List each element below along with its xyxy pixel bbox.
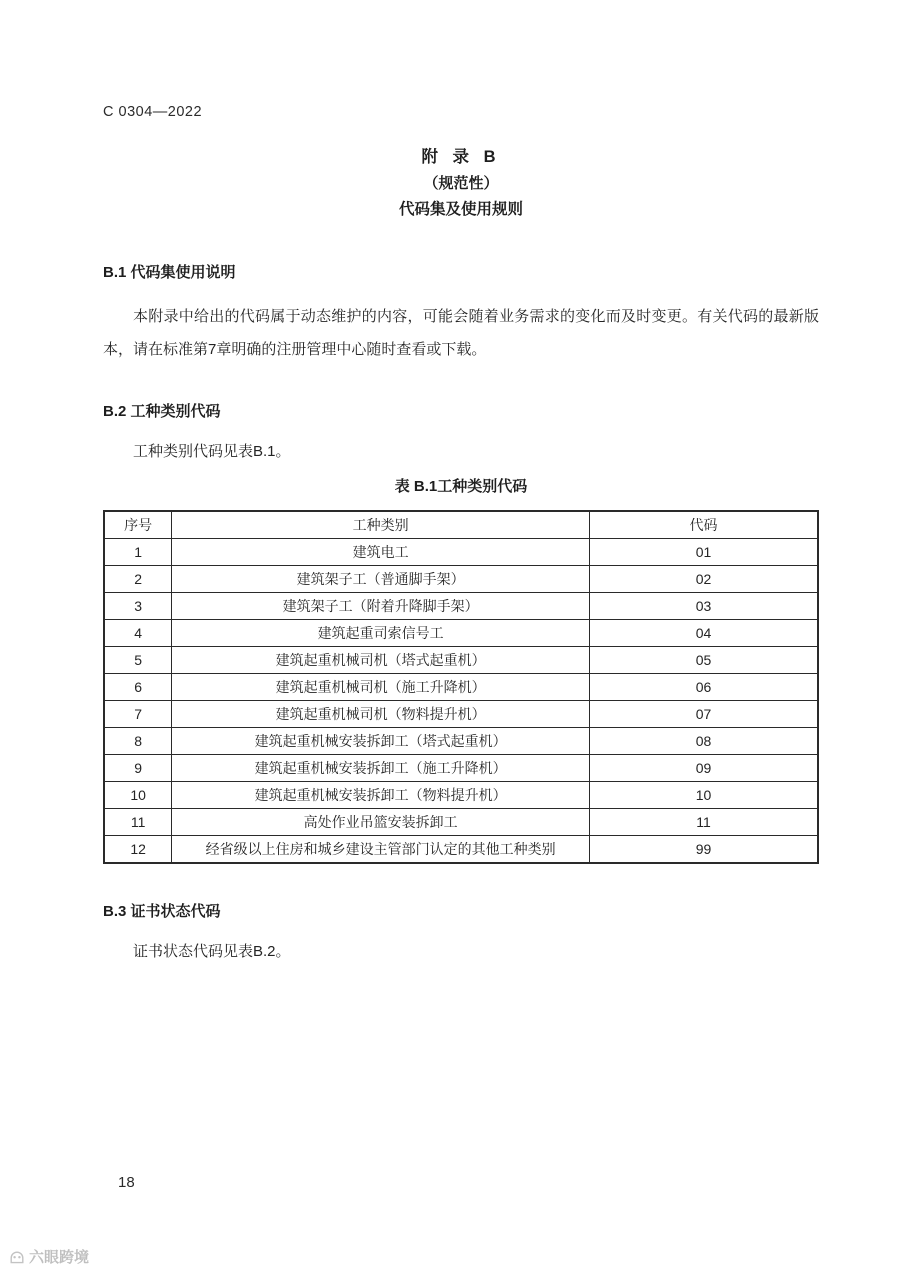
worktype-code-table [103, 510, 819, 864]
table-cell: 11 [590, 809, 818, 836]
table-cell: 3 [104, 593, 172, 620]
table-cell: 10 [104, 782, 172, 809]
appendix-title-line2: （规范性） [423, 175, 499, 192]
table-cell: 9 [104, 755, 172, 782]
table-cell: 建筑起重机械司机（物料提升机） [172, 701, 590, 728]
table-row [104, 728, 818, 755]
section-b2-heading: B.2 工种类别代码 [103, 403, 221, 420]
section-b1-paragraph: 本附录中给出的代码属于动态维护的内容，可能会随着业务需求的变化而及时变更。有关代码的最新版本，请在标准第7章明确的注册管理中心随时查看或下载。 [103, 308, 819, 358]
table-header-cell: 代码 [590, 511, 818, 539]
table-cell: 建筑架子工（附着升降脚手架） [172, 593, 590, 620]
table-row [104, 809, 818, 836]
table-row [104, 701, 818, 728]
table-cell: 建筑电工 [172, 539, 590, 566]
table-cell: 01 [590, 539, 818, 566]
table-row [104, 647, 818, 674]
table-cell: 4 [104, 620, 172, 647]
section-b3-heading: B.3 证书状态代码 [103, 903, 221, 920]
table-row [104, 539, 818, 566]
table-cell: 建筑起重司索信号工 [172, 620, 590, 647]
section-b1-heading: B.1 代码集使用说明 [103, 264, 236, 281]
table-cell: 建筑起重机械司机（塔式起重机） [172, 647, 590, 674]
table-cell: 07 [590, 701, 818, 728]
watermark-logo-icon [8, 1248, 26, 1266]
table-row [104, 620, 818, 647]
appendix-title-line3: 代码集及使用规则 [398, 201, 523, 218]
section-b3-intro: 证书状态代码见表B.2。 [133, 943, 291, 960]
watermark-text: 六眼跨境 [29, 1249, 90, 1266]
table-cell: 12 [104, 836, 172, 864]
table-cell: 高处作业吊篮安装拆卸工 [172, 809, 590, 836]
appendix-title [103, 144, 819, 223]
table-cell: 04 [590, 620, 818, 647]
table-header-row [104, 511, 818, 539]
table-cell: 09 [590, 755, 818, 782]
page-number: 18 [118, 1174, 135, 1191]
table-b1-caption: 表 B.1工种类别代码 [394, 478, 528, 495]
document-content [103, 0, 819, 963]
table-row [104, 566, 818, 593]
watermark [8, 1246, 89, 1267]
table-cell: 6 [104, 674, 172, 701]
table-cell: 02 [590, 566, 818, 593]
table-row [104, 836, 818, 864]
table-cell: 05 [590, 647, 818, 674]
table-header-cell: 工种类别 [172, 511, 590, 539]
table-cell: 建筑起重机械安装拆卸工（施工升降机） [172, 755, 590, 782]
table-cell: 建筑起重机械安装拆卸工（塔式起重机） [172, 728, 590, 755]
table-cell: 2 [104, 566, 172, 593]
appendix-title-line1: 附 录 B [421, 148, 501, 166]
table-cell: 7 [104, 701, 172, 728]
doc-number: C 0304—2022 [103, 104, 203, 120]
table-cell: 建筑起重机械安装拆卸工（物料提升机） [172, 782, 590, 809]
table-cell: 99 [590, 836, 818, 864]
table-row [104, 755, 818, 782]
worktype-table-body [104, 539, 818, 864]
table-row [104, 593, 818, 620]
table-cell: 03 [590, 593, 818, 620]
table-row [104, 674, 818, 701]
table-cell: 经省级以上住房和城乡建设主管部门认定的其他工种类别 [172, 836, 590, 864]
table-row [104, 782, 818, 809]
table-cell: 建筑起重机械司机（施工升降机） [172, 674, 590, 701]
table-cell: 1 [104, 539, 172, 566]
table-cell: 5 [104, 647, 172, 674]
table-cell: 建筑架子工（普通脚手架） [172, 566, 590, 593]
table-cell: 8 [104, 728, 172, 755]
table-cell: 10 [590, 782, 818, 809]
table-cell: 11 [104, 809, 172, 836]
table-cell: 08 [590, 728, 818, 755]
table-cell: 06 [590, 674, 818, 701]
section-b2-intro: 工种类别代码见表B.1。 [133, 443, 291, 460]
table-header-cell: 序号 [104, 511, 172, 539]
